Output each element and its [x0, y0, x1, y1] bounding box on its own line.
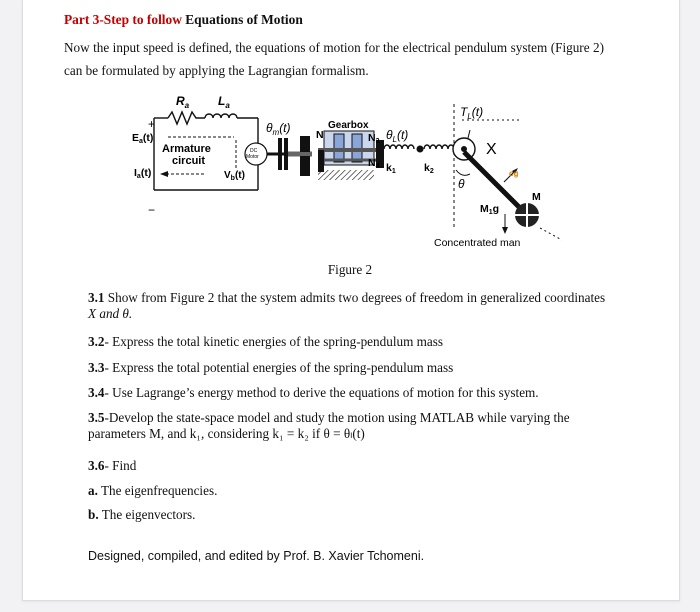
label-mg: M1g	[480, 203, 500, 216]
label-motor: Motor	[246, 154, 259, 160]
label-plus: +	[148, 117, 156, 131]
title-rest: Equations of Motion	[181, 12, 303, 27]
part-label: Part 3-Step to follow	[64, 12, 182, 27]
label-ia: Ia(t)	[134, 167, 152, 180]
label-n2: N	[316, 129, 324, 141]
label-vb: $V_b(t)$	[224, 170, 245, 182]
label-dc: DC	[250, 148, 258, 154]
label-ea: Ea(t)	[132, 132, 154, 145]
spring-k2	[424, 145, 454, 149]
label-tl: $T_L(t)$	[460, 105, 484, 121]
label-la: $L_a$	[218, 94, 230, 110]
label-concentrated: Concentrated man	[434, 237, 521, 249]
subitem-a: a. The eigenfrequencies.	[88, 483, 218, 498]
label-mass-m: M	[532, 191, 541, 203]
cart-wheel-left	[417, 146, 424, 153]
question-3-1: 3.1 Show from Figure 2 that the system admits two degrees of freedom in generalized coordinates X and θ.	[88, 290, 606, 321]
label-cg: cg	[509, 169, 519, 178]
question-3-4: 3.4- Use Lagrange’s energy method to derive the equations of motion for this system.	[88, 385, 539, 400]
question-3-6: 3.6- Find	[88, 458, 137, 473]
label-k2: k2	[424, 162, 434, 175]
label-ra: $R_a$	[176, 94, 190, 110]
question-3-5: 3.5-Develop the state-space model and study the motion using MATLAB while varying the parameters M, and k₁, considering k₁ = k₂ if θ = θₗ(t)	[88, 410, 570, 441]
credit-line: Designed, compiled, and edited by Prof. B. Xavier Tchomeni.	[88, 549, 425, 563]
inductor-la	[205, 114, 237, 118]
label-n4: N4	[368, 157, 380, 170]
label-minus: −	[148, 203, 156, 217]
label-theta: θ	[458, 177, 465, 191]
subitem-b: b. The eigenvectors.	[88, 507, 196, 522]
label-theta-m: $\theta_m(t)$	[266, 121, 291, 137]
figure-caption: Figure 2	[327, 262, 373, 277]
label-n3: N3	[368, 132, 380, 145]
spring-k1	[384, 145, 414, 149]
label-circuit: circuit	[172, 155, 206, 167]
label-k1: k1	[386, 162, 396, 175]
intro-paragraph: Now the input speed is defined, the equations of motion for the electrical pendulum system (Figure 2) can be formulated by applying the Lagrangian formalism.	[64, 40, 604, 78]
label-armature: Armature	[162, 143, 211, 155]
label-x: X	[486, 141, 497, 158]
question-3-3: 3.3- Express the total potential energies of the spring-pendulum mass	[88, 360, 454, 375]
question-3-2: 3.2- Express the total kinetic energies of the spring-pendulum mass	[88, 334, 444, 349]
label-gearbox: Gearbox	[328, 120, 369, 131]
label-theta-l: $\theta_L(t)$	[386, 128, 409, 144]
resistor-ra	[168, 112, 205, 124]
